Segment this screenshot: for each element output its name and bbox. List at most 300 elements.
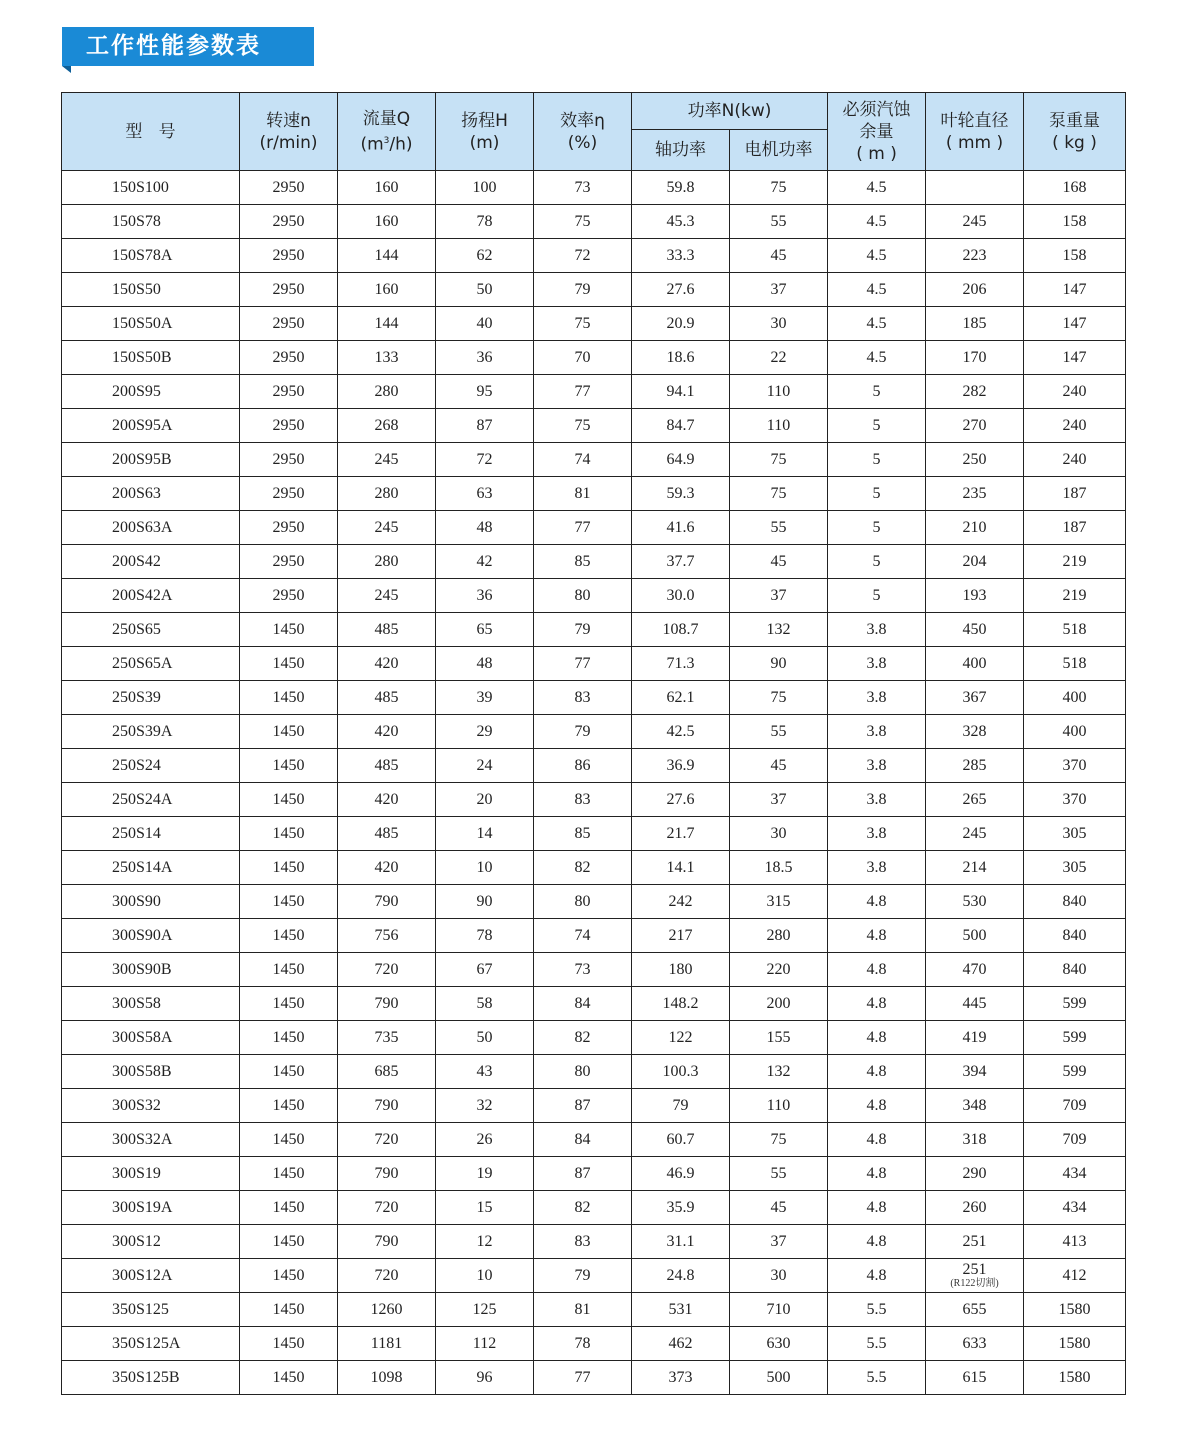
- cell-value: 251: [962, 1261, 987, 1278]
- cell-value: 200S42: [112, 552, 161, 570]
- cell-model: [62, 307, 240, 341]
- cell-motor-power: [730, 545, 828, 579]
- cell-value: 36.9: [666, 756, 695, 774]
- table-row: [62, 885, 1126, 919]
- cell-model: [62, 1089, 240, 1123]
- cell-flow: [338, 409, 436, 443]
- cell-npsh: [828, 817, 926, 851]
- cell-value: 58: [476, 994, 493, 1012]
- cell-value: 75: [574, 314, 591, 332]
- cell-value: 30: [770, 824, 787, 842]
- cell-head: [436, 1089, 534, 1123]
- cell-value: 720: [374, 1130, 399, 1148]
- cell-value: 147: [1062, 348, 1087, 366]
- cell-flow: [338, 1055, 436, 1089]
- cell-value: 90: [476, 892, 493, 910]
- table-row: [62, 1259, 1126, 1293]
- cell-value: 150S50B: [112, 348, 172, 366]
- cell-efficiency: [534, 1259, 632, 1293]
- cell-weight: [1024, 681, 1126, 715]
- cell-value: 39: [476, 688, 493, 706]
- cell-weight: [1024, 409, 1126, 443]
- cell-value: 62: [476, 246, 493, 264]
- table-row: [62, 273, 1126, 307]
- cell-value: 48: [476, 518, 493, 536]
- cell-efficiency: [534, 1361, 632, 1395]
- cell-motor-power: [730, 715, 828, 749]
- cell-value: 1450: [272, 1232, 305, 1250]
- cell-value: 125: [472, 1300, 497, 1318]
- cell-head: [436, 1259, 534, 1293]
- cell-value: 10: [476, 858, 493, 876]
- cell-value: 840: [1062, 926, 1087, 944]
- cell-shaft-power: [632, 273, 730, 307]
- cell-impeller: [926, 375, 1024, 409]
- cell-value: 633: [962, 1334, 987, 1352]
- cell-head: [436, 511, 534, 545]
- cell-value: 400: [962, 654, 987, 672]
- cell-shaft-power: [632, 511, 730, 545]
- cell-value: 80: [574, 892, 591, 910]
- cell-efficiency: [534, 545, 632, 579]
- cell-value: 79: [574, 280, 591, 298]
- cell-value: 280: [374, 484, 399, 502]
- cell-weight: [1024, 545, 1126, 579]
- cell-value: 318: [962, 1130, 987, 1148]
- cell-npsh: [828, 1021, 926, 1055]
- cell-npsh: [828, 1089, 926, 1123]
- table-row: [62, 1361, 1126, 1395]
- cell-value: 790: [374, 1096, 399, 1114]
- cell-weight: [1024, 953, 1126, 987]
- cell-value: 75: [574, 212, 591, 230]
- cell-value: 64.9: [666, 450, 695, 468]
- cell-value: 420: [374, 858, 399, 876]
- cell-value: 1260: [370, 1300, 403, 1318]
- cell-weight: [1024, 851, 1126, 885]
- cell-speed: [240, 341, 338, 375]
- cell-value: 630: [766, 1334, 791, 1352]
- cell-impeller: [926, 919, 1024, 953]
- cell-value: 132: [766, 1062, 791, 1080]
- cell-value: 1450: [272, 654, 305, 672]
- table-row: [62, 613, 1126, 647]
- cell-npsh: [828, 851, 926, 885]
- cell-value: 1450: [272, 1266, 305, 1284]
- cell-npsh: [828, 171, 926, 205]
- cell-motor-power: [730, 171, 828, 205]
- cell-motor-power: [730, 987, 828, 1021]
- cell-value: 45: [770, 246, 787, 264]
- cell-impeller: [926, 953, 1024, 987]
- cell-model: [62, 885, 240, 919]
- cell-value: 2950: [272, 212, 305, 230]
- cell-weight: [1024, 1089, 1126, 1123]
- cell-value: 60.7: [666, 1130, 695, 1148]
- cell-speed: [240, 1089, 338, 1123]
- cell-value: 37: [770, 790, 787, 808]
- cell-value: 75: [770, 450, 787, 468]
- cell-value: 1450: [272, 756, 305, 774]
- cell-head: [436, 953, 534, 987]
- cell-model: [62, 919, 240, 953]
- cell-impeller: [926, 1225, 1024, 1259]
- table-row: [62, 171, 1126, 205]
- cell-npsh: [828, 545, 926, 579]
- cell-value: 4.8: [866, 1096, 887, 1114]
- cell-shaft-power: [632, 647, 730, 681]
- header-head: [436, 93, 534, 171]
- cell-flow: [338, 307, 436, 341]
- cell-motor-power: [730, 1123, 828, 1157]
- cell-efficiency: [534, 1089, 632, 1123]
- cell-flow: [338, 341, 436, 375]
- cell-value: 1450: [272, 994, 305, 1012]
- cell-weight: [1024, 579, 1126, 613]
- table-body: [62, 171, 1126, 1395]
- cell-value: 10: [476, 1266, 493, 1284]
- cell-value: 2950: [272, 416, 305, 434]
- cell-weight: [1024, 477, 1126, 511]
- cell-value: 290: [962, 1164, 987, 1182]
- cell-value: 370: [1062, 790, 1087, 808]
- cell-motor-power: [730, 1361, 828, 1395]
- cell-impeller: [926, 171, 1024, 205]
- cell-value: 75: [770, 484, 787, 502]
- cell-value: 77: [574, 518, 591, 536]
- table-row: [62, 205, 1126, 239]
- cell-model: [62, 1293, 240, 1327]
- cell-model: [62, 1191, 240, 1225]
- cell-head: [436, 885, 534, 919]
- cell-weight: [1024, 1157, 1126, 1191]
- cell-model: [62, 171, 240, 205]
- cell-speed: [240, 307, 338, 341]
- cell-value: 530: [962, 892, 987, 910]
- cell-value: 150S50: [112, 280, 161, 298]
- cell-weight: [1024, 443, 1126, 477]
- cell-value: 95: [476, 382, 493, 400]
- cell-motor-power: [730, 851, 828, 885]
- table-row: [62, 647, 1126, 681]
- cell-value: 150S100: [112, 178, 169, 196]
- cell-value: 1181: [370, 1334, 403, 1352]
- cell-efficiency: [534, 1327, 632, 1361]
- table-row: [62, 715, 1126, 749]
- table-row: [62, 783, 1126, 817]
- cell-flow: [338, 953, 436, 987]
- cell-value: 200S95: [112, 382, 161, 400]
- cell-head: [436, 477, 534, 511]
- cell-value: 72: [574, 246, 591, 264]
- cell-value: 87: [574, 1096, 591, 1114]
- cell-motor-power: [730, 1157, 828, 1191]
- cell-value: 37: [770, 586, 787, 604]
- cell-head: [436, 205, 534, 239]
- cell-speed: [240, 1361, 338, 1395]
- cell-value: 206: [962, 280, 987, 298]
- cell-value: 55: [770, 1164, 787, 1182]
- cell-value: 260: [962, 1198, 987, 1216]
- cell-flow: [338, 885, 436, 919]
- cell-impeller: [926, 511, 1024, 545]
- header-speed-label: 转速n: [266, 110, 311, 131]
- cell-head: [436, 443, 534, 477]
- cell-model: [62, 1055, 240, 1089]
- cell-model: [62, 1259, 240, 1293]
- cell-value: 5.5: [866, 1300, 887, 1318]
- cell-efficiency: [534, 987, 632, 1021]
- cell-value: 300S90A: [112, 926, 173, 944]
- cell-shaft-power: [632, 1157, 730, 1191]
- cell-motor-power: [730, 953, 828, 987]
- cell-value: 147: [1062, 280, 1087, 298]
- cell-value: 280: [766, 926, 791, 944]
- cell-value: 710: [766, 1300, 791, 1318]
- cell-model: [62, 579, 240, 613]
- cell-shaft-power: [632, 477, 730, 511]
- cell-value: 282: [962, 382, 987, 400]
- cell-value: 500: [962, 926, 987, 944]
- cell-weight: [1024, 1191, 1126, 1225]
- cell-npsh: [828, 1259, 926, 1293]
- cell-value: 87: [574, 1164, 591, 1182]
- cell-npsh: [828, 477, 926, 511]
- cell-value: 20.9: [666, 314, 695, 332]
- cell-impeller: [926, 273, 1024, 307]
- cell-value: 2950: [272, 450, 305, 468]
- cell-value: 709: [1062, 1130, 1087, 1148]
- cell-speed: [240, 1259, 338, 1293]
- cell-shaft-power: [632, 171, 730, 205]
- cell-value: 20: [476, 790, 493, 808]
- table-row: [62, 1293, 1126, 1327]
- cell-flow: [338, 1259, 436, 1293]
- cell-value: 200: [766, 994, 791, 1012]
- cell-impeller: [926, 239, 1024, 273]
- cell-efficiency: [534, 579, 632, 613]
- cell-shaft-power: [632, 1327, 730, 1361]
- header-npsh-label-1: 必须汽蚀: [842, 99, 911, 120]
- cell-value: 4.5: [866, 348, 887, 366]
- cell-impeller: [926, 545, 1024, 579]
- cell-speed: [240, 1191, 338, 1225]
- cell-efficiency: [534, 1293, 632, 1327]
- cell-npsh: [828, 647, 926, 681]
- cell-value: 220: [766, 960, 791, 978]
- cell-value: 4.8: [866, 892, 887, 910]
- cell-value: 40: [476, 314, 493, 332]
- cell-weight: [1024, 1293, 1126, 1327]
- cell-model: [62, 681, 240, 715]
- cell-efficiency: [534, 1021, 632, 1055]
- cell-efficiency: [534, 307, 632, 341]
- cell-efficiency: [534, 1123, 632, 1157]
- cell-speed: [240, 613, 338, 647]
- table-row: [62, 1055, 1126, 1089]
- cell-value: 187: [1062, 518, 1087, 536]
- cell-value: 300S90: [112, 892, 161, 910]
- table-row: [62, 545, 1126, 579]
- cell-model: [62, 1327, 240, 1361]
- cell-motor-power: [730, 783, 828, 817]
- cell-motor-power: [730, 749, 828, 783]
- cell-efficiency: [534, 783, 632, 817]
- cell-model: [62, 341, 240, 375]
- cell-value: 3.8: [866, 756, 887, 774]
- cell-value: 86: [574, 756, 591, 774]
- cell-impeller: [926, 987, 1024, 1021]
- cell-model: [62, 205, 240, 239]
- cell-value: 74: [574, 926, 591, 944]
- cell-value: 5: [872, 484, 881, 502]
- cell-weight: [1024, 885, 1126, 919]
- cell-head: [436, 1361, 534, 1395]
- cell-value: 615: [962, 1368, 987, 1386]
- cell-weight: [1024, 307, 1126, 341]
- cell-shaft-power: [632, 205, 730, 239]
- cell-efficiency: [534, 1055, 632, 1089]
- cell-npsh: [828, 341, 926, 375]
- cell-value: 200S95A: [112, 416, 173, 434]
- cell-value: 1450: [272, 620, 305, 638]
- cell-value: 81: [574, 1300, 591, 1318]
- cell-value: 250S24A: [112, 790, 173, 808]
- cell-value: 300S58A: [112, 1028, 173, 1046]
- cell-value: 1450: [272, 960, 305, 978]
- cell-speed: [240, 647, 338, 681]
- impeller-cut-note: (R122切割): [950, 1278, 999, 1289]
- table-row: [62, 749, 1126, 783]
- cell-flow: [338, 171, 436, 205]
- cell-value: 280: [374, 552, 399, 570]
- cell-weight: [1024, 817, 1126, 851]
- cell-value: 4.8: [866, 926, 887, 944]
- header-power: 功率N(kw): [632, 93, 828, 130]
- cell-npsh: [828, 783, 926, 817]
- cell-model: [62, 987, 240, 1021]
- cell-value: 35.9: [666, 1198, 695, 1216]
- cell-shaft-power: [632, 1055, 730, 1089]
- cell-speed: [240, 885, 338, 919]
- cell-value: 32: [476, 1096, 493, 1114]
- cell-value: 59.8: [666, 178, 695, 196]
- cell-value: 110: [766, 1096, 791, 1114]
- cell-impeller: [926, 1259, 1024, 1293]
- cell-flow: [338, 647, 436, 681]
- cell-value: 434: [1062, 1198, 1087, 1216]
- cell-speed: [240, 953, 338, 987]
- cell-value: 84: [574, 994, 591, 1012]
- table-row: [62, 1021, 1126, 1055]
- cell-value: 4.8: [866, 1130, 887, 1148]
- cell-head: [436, 1225, 534, 1259]
- cell-shaft-power: [632, 851, 730, 885]
- table-row: [62, 511, 1126, 545]
- table-row: [62, 341, 1126, 375]
- cell-flow: [338, 613, 436, 647]
- cell-value: 1450: [272, 1028, 305, 1046]
- cell-value: 300S19: [112, 1164, 161, 1182]
- cell-head: [436, 273, 534, 307]
- cell-weight: [1024, 1361, 1126, 1395]
- cell-model: [62, 477, 240, 511]
- cell-value: 36: [476, 586, 493, 604]
- cell-value: 3.8: [866, 824, 887, 842]
- cell-value: 240: [1062, 382, 1087, 400]
- cell-value: 245: [374, 586, 399, 604]
- cell-head: [436, 919, 534, 953]
- cell-value: 160: [374, 280, 399, 298]
- cell-value: 250S39A: [112, 722, 173, 740]
- cell-value: 434: [1062, 1164, 1087, 1182]
- cell-value: 73: [574, 960, 591, 978]
- cell-flow: [338, 817, 436, 851]
- cell-head: [436, 375, 534, 409]
- cell-npsh: [828, 681, 926, 715]
- cell-value: 75: [574, 416, 591, 434]
- cell-model: [62, 239, 240, 273]
- cell-value: 72: [476, 450, 493, 468]
- table-row: [62, 953, 1126, 987]
- cell-value: 67: [476, 960, 493, 978]
- cell-speed: [240, 1021, 338, 1055]
- cell-value: 133: [374, 348, 399, 366]
- cell-weight: [1024, 647, 1126, 681]
- header-impeller-unit: ( mm ): [945, 132, 1004, 153]
- cell-value: 100: [472, 178, 497, 196]
- cell-model: [62, 783, 240, 817]
- cell-flow: [338, 1157, 436, 1191]
- cell-impeller: [926, 205, 1024, 239]
- cell-value: 265: [962, 790, 987, 808]
- cell-shaft-power: [632, 1225, 730, 1259]
- cell-value: 790: [374, 1164, 399, 1182]
- cell-value: 518: [1062, 654, 1087, 672]
- cell-value: 82: [574, 858, 591, 876]
- cell-value: 1580: [1058, 1334, 1091, 1352]
- cell-impeller: [926, 341, 1024, 375]
- cell-shaft-power: [632, 681, 730, 715]
- cell-model: [62, 817, 240, 851]
- cell-flow: [338, 375, 436, 409]
- cell-value: 144: [374, 246, 399, 264]
- cell-value: 30.0: [666, 586, 695, 604]
- cell-value: 4.5: [866, 314, 887, 332]
- cell-impeller: [926, 1191, 1024, 1225]
- cell-impeller: [926, 1327, 1024, 1361]
- cell-value: 300S32: [112, 1096, 161, 1114]
- cell-impeller: [926, 1293, 1024, 1327]
- cell-value: 1450: [272, 1368, 305, 1386]
- cell-value: 400: [1062, 688, 1087, 706]
- cell-impeller: [926, 1021, 1024, 1055]
- cell-flow: [338, 681, 436, 715]
- header-head-label: 扬程H: [461, 110, 508, 131]
- table-row: [62, 579, 1126, 613]
- cell-flow: [338, 443, 436, 477]
- cell-head: [436, 1293, 534, 1327]
- cell-value: 85: [574, 824, 591, 842]
- cell-shaft-power: [632, 579, 730, 613]
- cell-value: 12: [476, 1232, 493, 1250]
- cell-npsh: [828, 273, 926, 307]
- cell-npsh: [828, 749, 926, 783]
- cell-impeller: [926, 307, 1024, 341]
- cell-value: 1450: [272, 722, 305, 740]
- cell-flow: [338, 1191, 436, 1225]
- cell-motor-power: [730, 1089, 828, 1123]
